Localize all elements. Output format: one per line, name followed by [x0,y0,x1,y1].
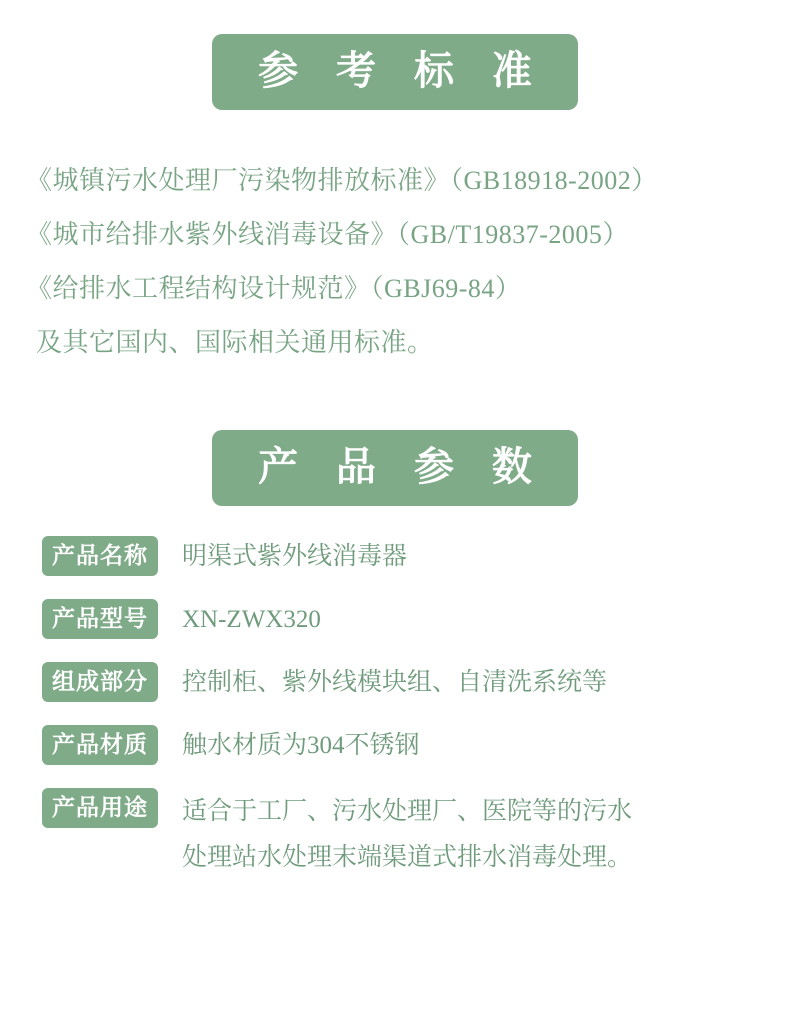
table-row [42,662,760,703]
param-value-model [158,599,760,640]
param-value-line: 控制柜、紫外线模块组、自清洗系统等 [182,669,608,696]
param-label-application: 产品用途 [42,788,158,828]
param-label-model: 产品型号 [42,599,158,639]
param-label-components: 组成部分 [42,662,158,702]
param-value-material [158,725,760,766]
param-value-line: 适合于工厂、污水处理厂、医院等的污水 [182,798,633,825]
table-row [42,788,760,881]
parameters-section-banner: 产 品 参 数 [212,430,578,506]
param-value-components [158,662,760,703]
standards-banner-wrap [0,34,790,110]
param-value-line: 处理站水处理末端渠道式排水消毒处理。 [182,844,633,871]
parameters-table [0,536,790,881]
standard-line: 《城镇污水处理厂污染物排放标准》（GB18918-2002） [26,166,658,195]
standard-line: 《给排水工程结构设计规范》（GBJ69-84） [26,274,522,303]
standards-section-banner: 参 考 标 准 [212,34,578,110]
parameters-banner-wrap [0,430,790,506]
table-row [42,725,760,766]
table-row [42,536,760,577]
param-label-product-name: 产品名称 [42,536,158,576]
param-value-line: 明渠式紫外线消毒器 [182,543,408,570]
standard-line: 及其它国内、国际相关通用标准。 [36,328,434,357]
param-value-line: XN-ZWX320 [182,606,321,633]
param-label-material: 产品材质 [42,725,158,765]
param-value-application [158,788,760,881]
param-value-product-name [158,536,760,577]
param-value-line: 触水材质为304不锈钢 [182,732,420,759]
product-spec-page [0,34,790,1034]
standard-line: 《城市给排水紫外线消毒设备》（GB/T19837-2005） [26,220,629,249]
standards-list [0,154,790,370]
table-row [42,599,760,640]
